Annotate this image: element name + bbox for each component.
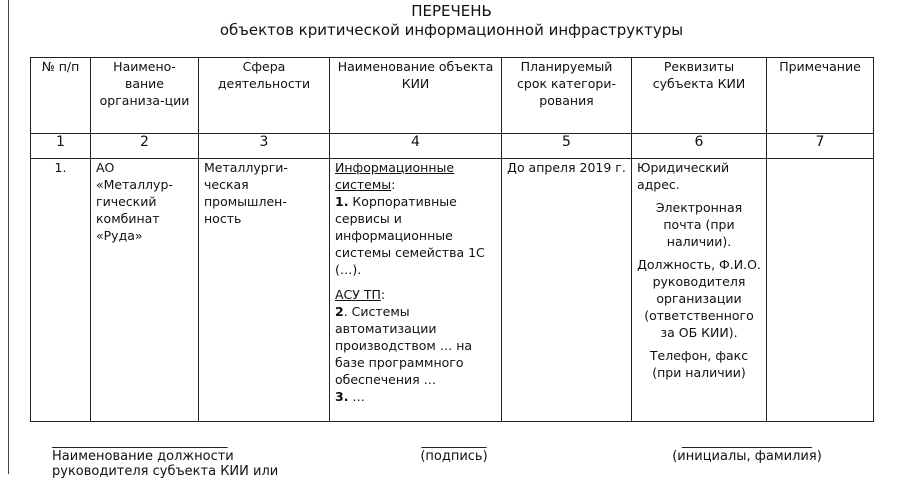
header-object-name: Наименование объекта КИИ: [330, 58, 502, 134]
signature-position: [52, 434, 306, 479]
column-number: 5: [502, 134, 632, 159]
header-term: Планируемый срок категори-рования: [502, 58, 632, 134]
subject-requisites: [632, 159, 767, 422]
is-block: [335, 159, 496, 193]
asu-title: АСУ ТП: [335, 287, 381, 302]
object-names: [330, 159, 502, 422]
item-number: 3.: [335, 389, 349, 404]
column-number: 6: [632, 134, 767, 159]
column-number: 2: [91, 134, 199, 159]
object-item-3: [335, 388, 496, 405]
document-subtitle: объектов критической информационной инфраструктуры: [219, 21, 684, 39]
item-text: . Системы автоматизации производством … на базе программного обеспечения …: [335, 304, 473, 387]
column-number: 1: [31, 134, 91, 159]
categorization-term: До апреля 2019 г.: [502, 159, 632, 422]
object-item-1: [335, 193, 496, 278]
header-requisites: Реквизиты субъекта КИИ: [632, 58, 767, 134]
column-number-row: [31, 134, 874, 159]
signature-line: __________: [421, 434, 487, 449]
position-label-cont: руководителя субъекта КИИ или: [52, 464, 279, 479]
column-number: 4: [330, 134, 502, 159]
object-item-2: [335, 303, 496, 388]
item-text: …: [348, 389, 365, 404]
column-number: 7: [767, 134, 874, 159]
table-header-row: [31, 58, 874, 134]
item-number: 1.: [335, 194, 349, 209]
header-organization: Наимено-вание организа-ции: [91, 58, 199, 134]
kii-objects-table: [30, 57, 874, 422]
name-label: (инициалы, фамилия): [672, 449, 822, 464]
signature-line: ___________________________: [52, 434, 228, 449]
signature-name: [652, 434, 842, 464]
document-title: ПЕРЕЧЕНЬ: [411, 2, 492, 20]
note-cell: [767, 159, 874, 422]
header-note: Примечание: [767, 58, 874, 134]
is-colon: :: [391, 177, 396, 192]
position-label: Наименование должности: [52, 449, 234, 464]
signature-sign: [404, 434, 504, 464]
signature-line: ____________________: [682, 434, 812, 449]
req-email: Электронная почта (при наличии).: [655, 200, 743, 249]
header-sphere: Сфера деятельности: [199, 58, 330, 134]
req-position: Должность, Ф.И.О. руководителя организации (ответственного за ОБ КИИ).: [637, 257, 761, 340]
req-phone: Телефон, факс (при наличии): [649, 348, 749, 380]
is-title: Информационные системы: [335, 160, 455, 192]
asu-block: [335, 286, 496, 303]
item-text: Корпоративные сервисы и информационные системы семейства 1С (…).: [335, 194, 485, 277]
header-num: № п/п: [31, 58, 91, 134]
table-row: [31, 159, 874, 422]
sign-label: (подпись): [420, 449, 488, 464]
column-number: 3: [199, 134, 330, 159]
req-address: Юридический адрес.: [637, 160, 730, 192]
item-number: 2: [335, 304, 344, 319]
page-left-border: [8, 0, 9, 474]
row-number: 1.: [31, 159, 91, 422]
organization-name: АО «Металлур-гический комбинат «Руда»: [91, 159, 199, 422]
sphere-of-activity: Металлурги-ческая промышлен-ность: [199, 159, 330, 422]
asu-colon: :: [380, 287, 386, 302]
